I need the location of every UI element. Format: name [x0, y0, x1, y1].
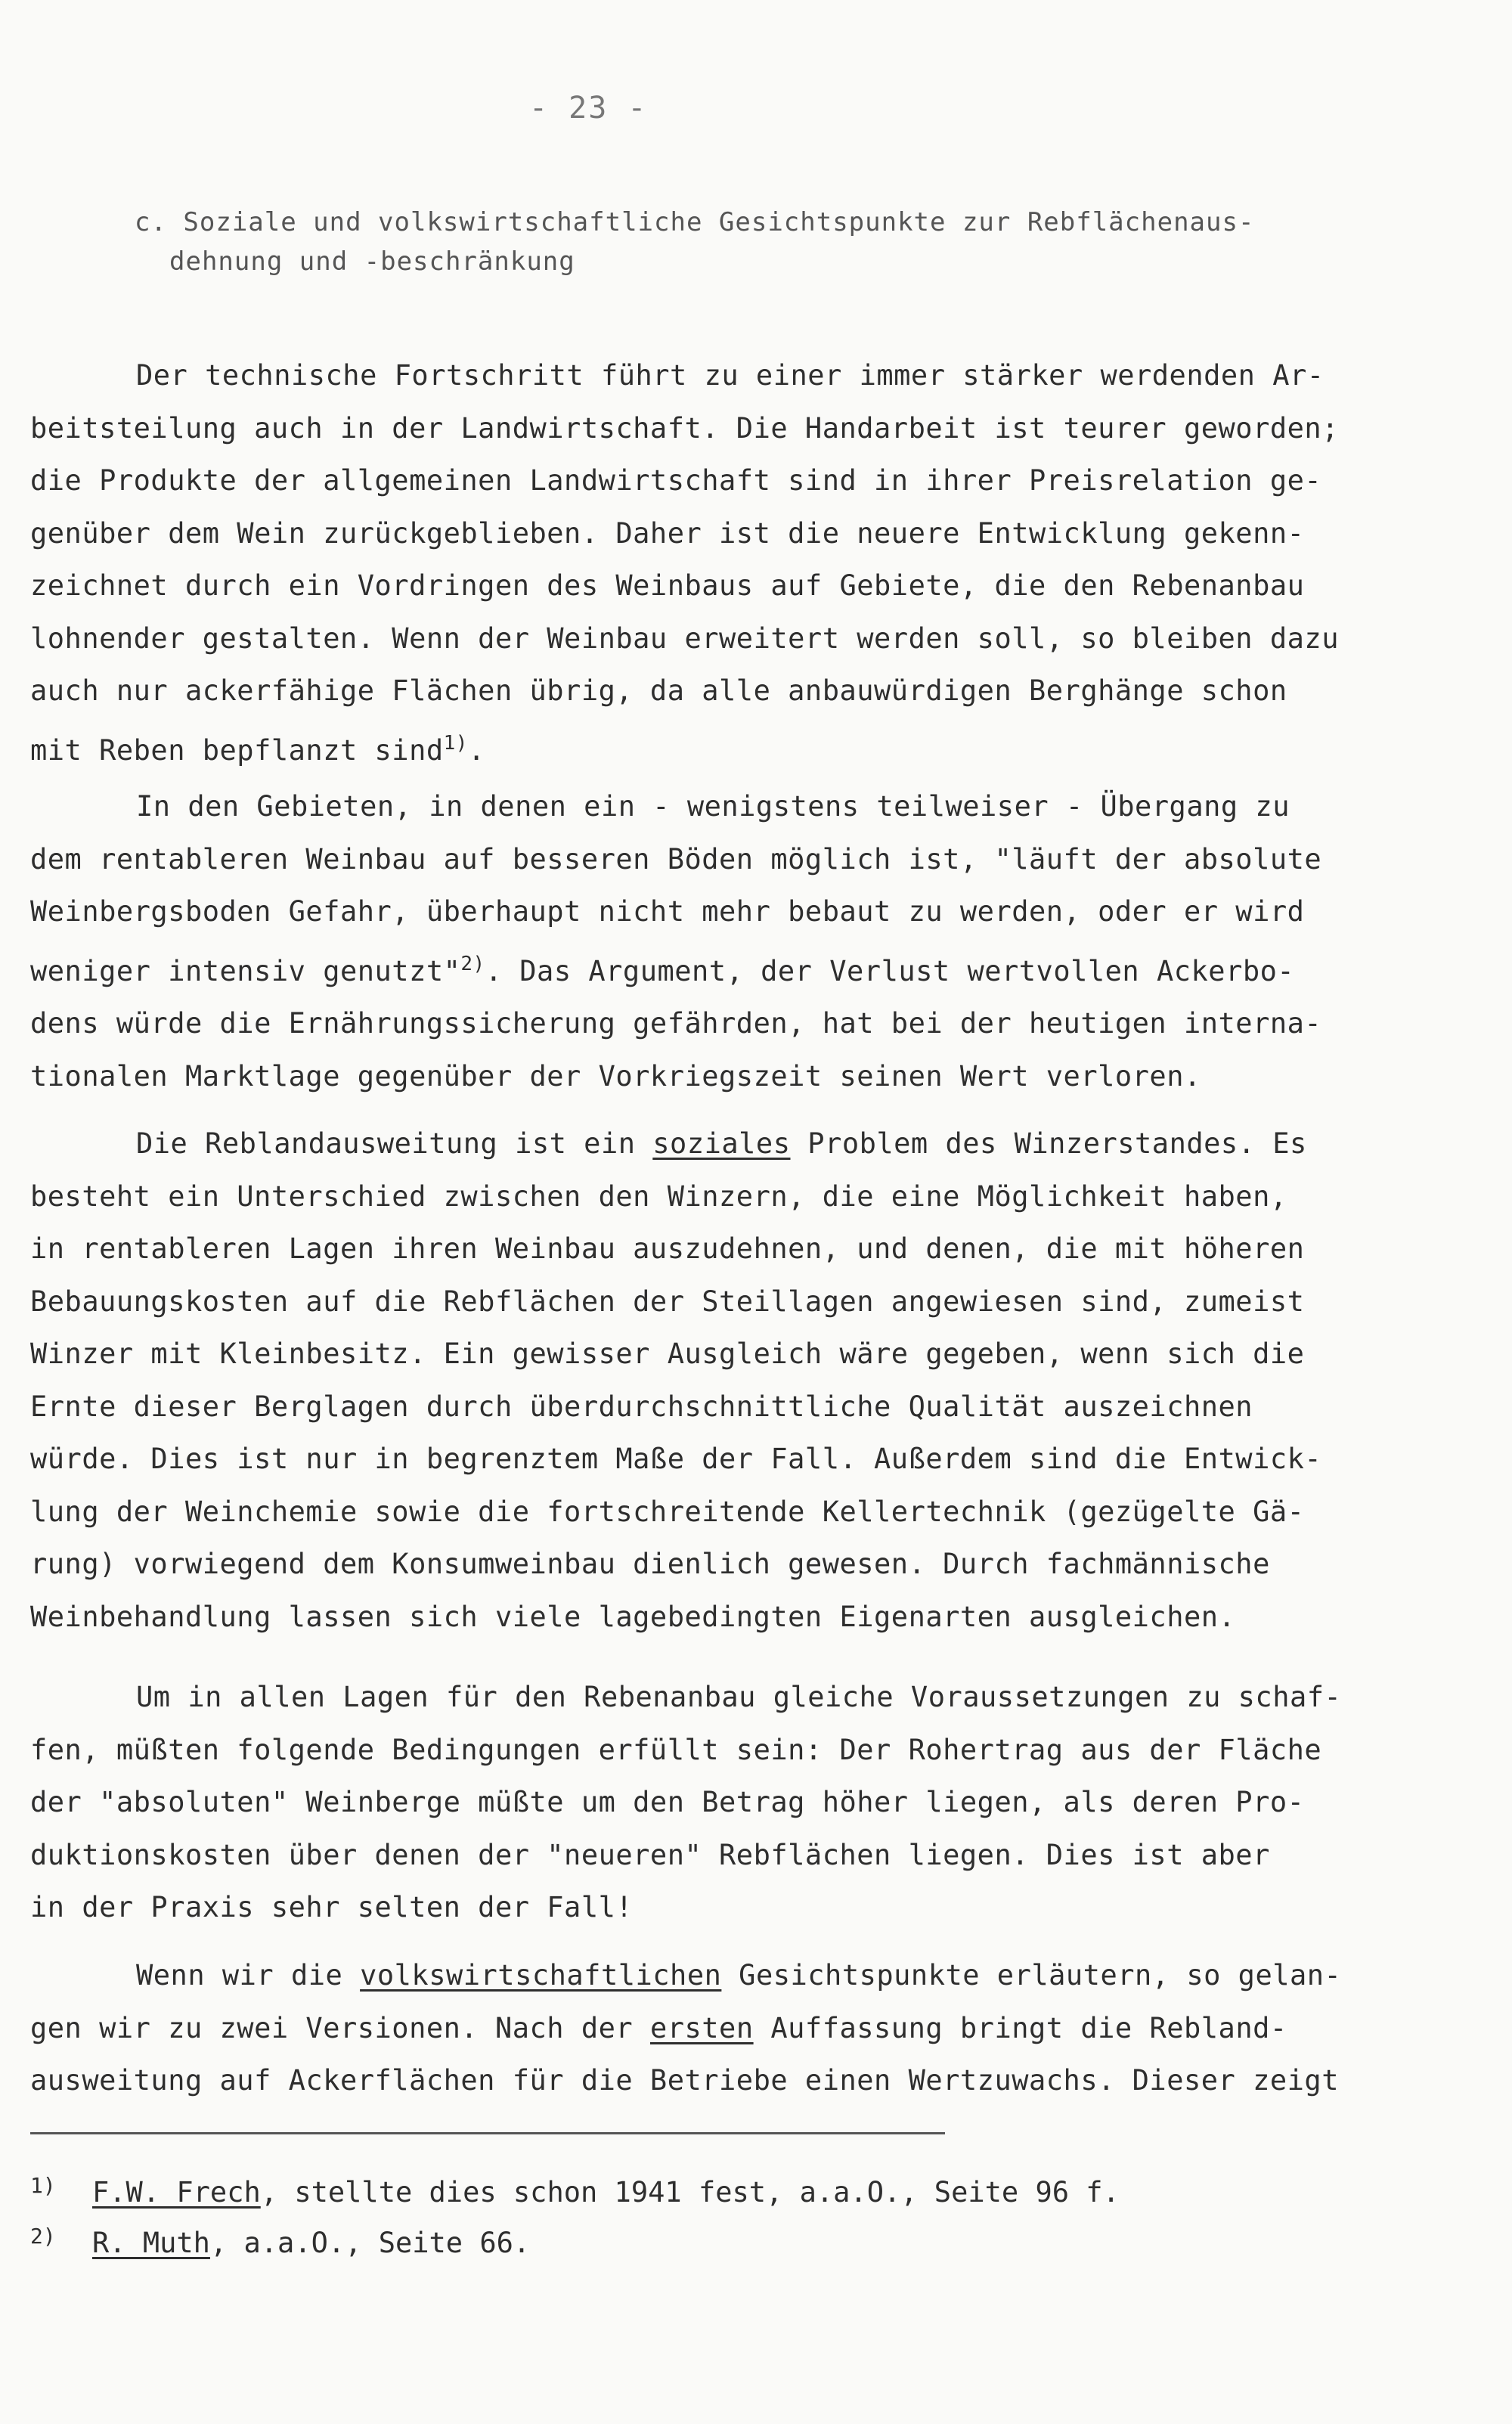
footnote-text: , stellte dies schon 1941 fest, a.a.O., Seite 96 f.	[260, 2176, 1120, 2209]
text-line: Winzer mit Kleinbesitz. Ein gewisser Ausgleich wäre gegeben, wenn sich die	[30, 1338, 1305, 1370]
text-line: fen, müßten folgende Bedingungen erfüllt sein: Der Rohertrag aus der Fläche	[30, 1733, 1322, 1766]
footnote-marker-1: 1)	[443, 731, 468, 755]
footnotes	[30, 2164, 1467, 2265]
footnote-mark: 1)	[30, 2173, 56, 2198]
text-line	[30, 2002, 1486, 2055]
text-line: Ernte dieser Berglagen durch überdurchschnittliche Qualität auszeichnen	[30, 1390, 1253, 1423]
footnote-mark: 2)	[30, 2224, 56, 2249]
text-line: rung) vorwiegend dem Konsumweinbau dienlich gewesen. Durch fachmännische	[30, 1548, 1270, 1580]
heading-line-1: c. Soziale und volkswirtschaftliche Gesichtspunkte zur Rebflächenaus-	[135, 207, 1255, 237]
underlined-word: volkswirtschaftlichen	[360, 1959, 722, 1992]
text-fragment: Die Reblandausweitung ist ein	[136, 1127, 653, 1160]
text-fragment: Gesichtspunkte erläutern, so gelan-	[721, 1959, 1342, 1992]
footnote-text: , a.a.O., Seite 66.	[209, 2227, 531, 2259]
text-line: Weinbehandlung lassen sich viele lagebedingten Eigenarten ausgleichen.	[30, 1600, 1236, 1633]
text-line: lohnender gestalten. Wenn der Weinbau erweitert werden soll, so bleiben dazu	[30, 621, 1339, 655]
text-fragment: .	[467, 733, 485, 767]
text-line: genüber dem Wein zurückgeblieben. Daher ist die neuere Entwicklung gekenn-	[30, 516, 1305, 550]
text-line: beitsteilung auch in der Landwirtschaft. Die Handarbeit ist teurer geworden;	[30, 411, 1339, 445]
footnote-author: R. Muth	[92, 2227, 210, 2259]
text-line: zeichnet durch ein Vordringen des Weinbaus auf Gebiete, die den Rebenanbau	[30, 569, 1305, 602]
paragraph-5	[30, 1949, 1486, 2107]
text-line: in der Praxis sehr selten der Fall!	[30, 1891, 634, 1923]
text-line: Um in allen Lagen für den Rebenanbau gleiche Voraussetzungen zu schaf-	[136, 1681, 1342, 1713]
paragraph-3	[30, 1117, 1486, 1643]
paragraph-2	[30, 780, 1486, 1102]
page-number: - 23 -	[529, 91, 648, 126]
text-line: ausweitung auf Ackerflächen für die Betriebe einen Wertzuwachs. Dieser zeigt	[30, 2064, 1339, 2097]
text-line: in rentableren Lagen ihren Weinbau auszudehnen, und denen, die mit höheren	[30, 1232, 1305, 1265]
text-fragment: Wenn wir die	[136, 1959, 361, 1992]
text-fragment: Problem des Winzerstandes. Es	[790, 1127, 1307, 1160]
text-line: In den Gebieten, in denen ein - wenigstens teilweiser - Übergang zu	[136, 790, 1290, 823]
footnote-marker-2: 2)	[460, 952, 485, 975]
heading-line-2: dehnung und -beschränkung	[169, 246, 575, 277]
text-fragment: . Das Argument, der Verlust wertvollen Ackerbo-	[485, 954, 1295, 987]
text-line: die Produkte der allgemeinen Landwirtschaft sind in ihrer Preisrelation ge-	[30, 464, 1322, 497]
text-line: auch nur ackerfähige Flächen übrig, da alle anbauwürdigen Berghänge schon	[30, 674, 1287, 707]
text-line: Bebauungskosten auf die Rebflächen der Steillagen angewiesen sind, zumeist	[30, 1285, 1305, 1318]
text-fragment: gen wir zu zwei Versionen. Nach der	[30, 2011, 650, 2044]
paragraph-4	[30, 1671, 1486, 1934]
underlined-word: ersten	[649, 2011, 754, 2044]
text-line: der "absoluten" Weinberge müßte um den Betrag höher liegen, als deren Pro-	[30, 1786, 1305, 1818]
text-line	[30, 1117, 1486, 1170]
section-heading	[135, 203, 1488, 281]
underlined-word: soziales	[652, 1127, 791, 1160]
text-line: lung der Weinchemie sowie die fortschreitende Kellertechnik (gezügelte Gä-	[30, 1495, 1305, 1528]
text-line: tionalen Marktlage gegenüber der Vorkriegszeit seinen Wert verloren.	[30, 1059, 1201, 1093]
text-fragment: weniger intensiv genutzt"	[30, 954, 461, 987]
footnote-1	[30, 2164, 1467, 2215]
text-fragment: Auffassung bringt die Rebland-	[753, 2011, 1287, 2044]
text-line	[30, 718, 1486, 777]
text-line: Weinbergsboden Gefahr, überhaupt nicht mehr bebaut zu werden, oder er wird	[30, 895, 1305, 928]
text-fragment: mit Reben bepflanzt sind	[30, 733, 444, 767]
text-line: würde. Dies ist nur in begrenztem Maße der Fall. Außerdem sind die Entwick-	[30, 1443, 1322, 1475]
text-line: duktionskosten über denen der "neueren" Rebflächen liegen. Dies ist aber	[30, 1838, 1270, 1871]
text-line	[30, 1949, 1486, 2002]
text-line: Der technische Fortschritt führt zu einer immer stärker werdenden Ar-	[136, 359, 1325, 392]
text-line: dem rentableren Weinbau auf besseren Böden möglich ist, "läuft der absolute	[30, 842, 1322, 876]
paragraph-1	[30, 349, 1486, 776]
text-line: dens würde die Ernährungssicherung gefährden, hat bei der heutigen interna-	[30, 1007, 1322, 1040]
text-line: besteht ein Unterschied zwischen den Winzern, die eine Möglichkeit haben,	[30, 1179, 1287, 1213]
footnote-2	[30, 2215, 1467, 2265]
footnote-divider	[30, 2132, 945, 2134]
text-line	[30, 938, 1486, 998]
footnote-author: F.W. Frech	[92, 2176, 261, 2209]
